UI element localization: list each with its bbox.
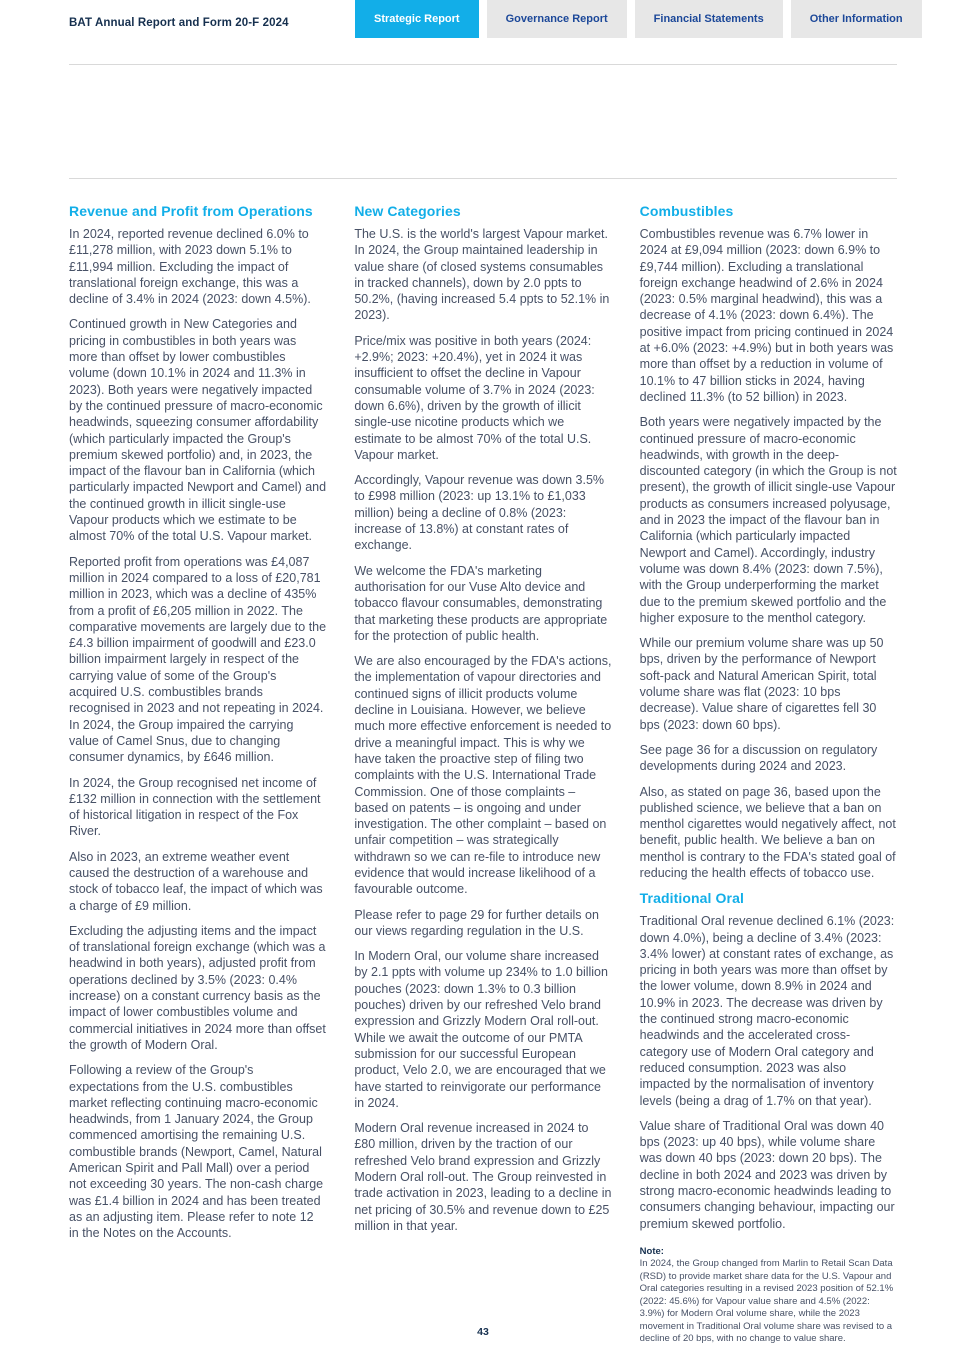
heading-traditional-oral: Traditional Oral <box>639 890 744 907</box>
tab-financial-statements[interactable]: Financial Statements <box>635 0 783 38</box>
paragraph: Combustibles revenue was 6.7% lower in 2024 at £9,094 million (2023: down 6.9% to £9,744 million). Excluding a translational foreign exchange headwind of 2.6% in 2024 (2023: 0.5% marginal headwind), this was a decrease of 4.1% (2023: down 6.4%). The positive impact from pricing continued in 2024 at +6.0% (2023: +4.9%) but in both years was more than offset by a reduction in volume of 10.1% to 47 billion sticks in 2024, having declined 11.3% (to 52 billion) in 2023. <box>639 227 894 404</box>
column-combustibles-traditional-oral <box>640 203 897 1346</box>
paragraph: Value share of Traditional Oral was down 40 bps (2023: up 40 bps), while volume share was down 40 bps (2023: down 20 bps). The decline in both 2024 and 2023 was driven by strong macro-economic headwinds leading to consumers changing behaviour, impacting our premium skewed portfolio. <box>639 1118 895 1231</box>
content-columns <box>69 203 897 1346</box>
paragraph: Modern Oral revenue increased in 2024 to £80 million, driven by the traction of our refreshed Velo brand expression and Grizzly Modern Oral roll-out. The Group reinvested in trade activation in 2023, leading to a decline in net pricing of 30.5% and revenue down to £25 million in that year. <box>354 1121 612 1233</box>
column-new-categories <box>354 203 611 1346</box>
heading-new-categories: New Categories <box>354 203 461 219</box>
tab-governance-report[interactable]: Governance Report <box>487 0 627 38</box>
paragraph: Accordingly, Vapour revenue was down 3.5% to £998 million (2023: up 13.1% to £1,033 million) being a decline of 0.8% (2023: increase of 13.8%) at constant rates of exchange. <box>354 473 605 553</box>
paragraph: Price/mix was positive in both years (2024: +2.9%; 2023: +20.4%), yet in 2024 it was insufficient to offset the decline in Vapour consumable volume of 3.7% in 2024 (2023: down 6.6%), driven by the growth of illicit single-use nicotine products which we estimate to be almost 70% of the total U.S. Vapour market. <box>354 333 595 462</box>
tab-other-information[interactable]: Other Information <box>791 0 922 38</box>
paragraph: Following a review of the Group's expectations from the U.S. combustibles market reflecting continuing macro-economic headwinds, from 1 January 2024, the Group commenced amortising the remaining U.S. combustible brands (Newport, Camel, Natural American Spirit and Pall Mall) over a period not exceeding 30 years. The non-cash charge was £1.4 billion in 2024 and has been treated as an adjusting item. Please refer to note 12 in the Notes on the Accounts. <box>69 1063 324 1241</box>
heading-combustibles: Combustibles <box>639 203 734 219</box>
paragraph: Please refer to page 29 for further details on our views regarding regulation in the U.S. <box>354 907 599 938</box>
paragraph: Both years were negatively impacted by the continued pressure of macro-economic headwinds, with growth in the deep-discounted category (in which the Group is not present), the growth of illicit single-use Vapour products as consumers increased polyusage, and in 2023 the impact of the flavour ban in California (which particularly impacted Newport and Camel). Accordingly, industry volume was down 8.4% (2023: down 7.5%), with the Group underperforming the market due to the premium skewed portfolio and the higher exposure to the menthol category. <box>639 415 897 625</box>
tab-strategic-report[interactable]: Strategic Report <box>355 0 479 38</box>
paragraph: Reported profit from operations was £4,087 million in 2024 compared to a loss of £20,781 million in 2023, which was a decline of 435% from a profit of £6,205 million in 2022. The comparative movements are largely due to the £4.3 billion impairment of goodwill and £23.0 billion impairment largely in respect of the carrying value of some of the Group's acquired U.S. combustibles brands recognised in 2023 and not repeating in 2024. In 2024, the Group impaired the carrying value of Camel Snus, due to changing consumer dynamics, by £646 million. <box>69 554 327 765</box>
footnote-text: In 2024, the Group changed from Marlin to Retail Scan Data (RSD) to provide market share data for the U.S. Vapour and Oral categories resulting in a revised 2023 position of 52.1% (2022: 45.6%) for Vapour value share and 4.5% (2022: 3.9%) for Modern Oral volume share, while the 2023 movement in Traditional Oral volume share was revised to a decline of 20 bps, with no change to value share. <box>639 1257 894 1345</box>
paragraph: Also, as stated on page 36, based upon the published science, we believe that a ban on menthol cigarettes would negatively affect, not benefit, public health. We believe a ban on menthol is contrary to the FDA's stated goal of reducing the health effects of tobacco use. <box>639 784 896 880</box>
paragraph: We welcome the FDA's marketing authorisation for our Vuse Alto device and tobacco flavour consumables, demonstrating that marketing these products are appropriate for the protection of public health. <box>354 563 608 643</box>
paragraph: Excluding the adjusting items and the impact of translational foreign exchange (which was a headwind in both years), adjusted profit from operations declined by 3.5% (2023: 0.4% increase) on a constant currency basis as the impact of lower combustibles volume and commercial initiatives in 2024 more than offset the growth of Modern Oral. <box>69 923 326 1052</box>
paragraph: Traditional Oral revenue declined 6.1% (2023: down 4.0%), being a decline of 3.4% (2023: 3.4% lower) at constant rates of exchange, as pricing in both years was more than offset by the lower volume, down 8.9% in 2024 and 10.9% in 2023. The decrease was driven by the continued strong macro-economic headwinds and the accelerated cross-category use of Modern Oral category and reduced consumption. 2023 was also impacted by the normalisation of inventory levels (being a drag of 1.7% on that year). <box>639 914 895 1108</box>
page-number: 43 <box>477 1326 489 1338</box>
paragraph: Also in 2023, an extreme weather event caused the destruction of a warehouse and stock of tobacco leaf, the impact of which was a charge of £9 million. <box>69 849 323 913</box>
paragraph: While our premium volume share was up 50 bps, driven by the performance of Newport soft-pack and Natural American Spirit, total volume share was flat (2023: 10 bps decrease). Value share of cigarettes fell 30 bps (2023: down 60 bps). <box>639 636 884 732</box>
heading-revenue-profit: Revenue and Profit from Operations <box>69 203 313 219</box>
report-title: BAT Annual Report and Form 20-F 2024 <box>69 17 289 29</box>
header-divider <box>69 64 897 65</box>
section-tabs <box>355 0 922 38</box>
paragraph: In 2024, reported revenue declined 6.0% to £11,278 million, with 2023 down 5.1% to £11,994 million. Excluding the impact of translational foreign exchange, this was a decline of 3.4% in 2024 (2023: down 4.5%). <box>69 227 311 307</box>
content-divider <box>69 178 897 179</box>
paragraph: We are also encouraged by the FDA's actions, the implementation of vapour directories and continued signs of illicit products volume decline in Louisiana. However, we believe much more effective enforcement is needed to drive a meaningful impact. This is why we have taken the proactive step of filing two complaints with the U.S. International Trade Commission. One of those complaints – based on patents – is ongoing and under investigation. The other complaint – based on unfair competition – was strategically withdrawn so we can re-file to introduce new evidence that would increase likelihood of a favourable outcome. <box>354 654 612 897</box>
paragraph: The U.S. is the world's largest Vapour market. In 2024, the Group maintained leadership in value share (of closed systems consumables in tracked channels), down by 2.0 ppts to 50.2%, (having increased 5.4 ppts to 52.1% in 2023). <box>354 227 610 323</box>
paragraph: In 2024, the Group recognised net income of £132 million in connection with the settlement of historical litigation in respect of the Fox River. <box>69 775 321 839</box>
paragraph: In Modern Oral, our volume share increased by 2.1 ppts with volume up 234% to 1.0 billion pouches (2023: down 1.3% to 0.3 billion pouches) driven by our refreshed Velo brand expression and Grizzly Modern Oral roll-out. While we await the outcome of our PMTA submission for our successful European product, Velo 2.0, we are encouraged that we have started to reinvigorate our performance in 2024. <box>354 949 608 1110</box>
paragraph: See page 36 for a discussion on regulatory developments during 2024 and 2023. <box>639 742 878 774</box>
paragraph: Continued growth in New Categories and pricing in combustibles in both years was more than offset by lower combustibles volume (down 10.1% in 2024 and 11.3% in 2023). Both years were negatively impacted by the continued pressure of macro-economic headwinds, squeezing consumer affordability (which particularly impacted the Group's premium skewed portfolio) and, in 2023, the impact of the flavour ban in California (which particularly impacted Newport and Camel) and the continued growth in illicit single-use Vapour products which we estimate to be almost 70% of the total U.S. Vapour market. <box>69 317 327 544</box>
footnote-label: Note: <box>639 1245 664 1257</box>
column-revenue-and-profit <box>69 203 326 1346</box>
